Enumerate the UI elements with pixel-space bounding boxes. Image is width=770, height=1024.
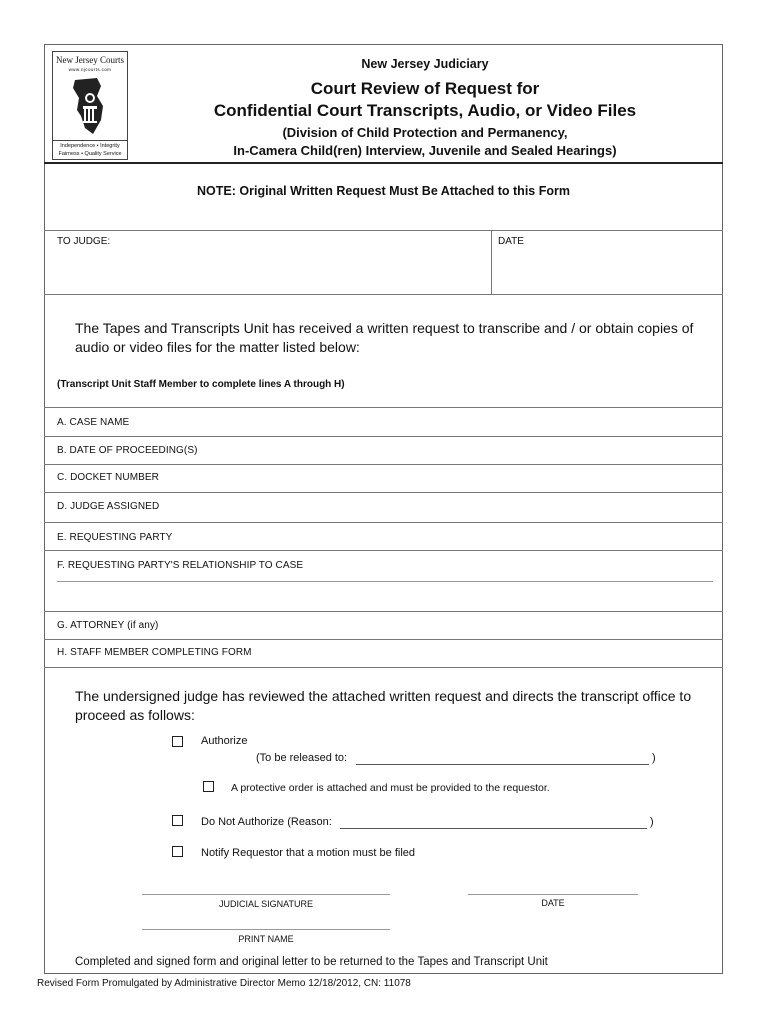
nj-courts-logo [52,51,128,160]
date-of-proceeding-field[interactable] [210,438,720,463]
requesting-party-field[interactable] [180,524,720,548]
judicial-signature-label: JUDICIAL SIGNATURE [218,899,313,909]
signature-date-line[interactable] [468,894,638,895]
staff-member-field[interactable] [260,641,720,665]
divider [491,230,492,294]
form-title-line-2: Confidential Court Transcripts, Audio, or Video Files [213,101,637,120]
form-title-line-1: Court Review of Request for [310,79,540,98]
form-revision-footer: Revised Form Promulgated by Administrative Director Memo 12/18/2012, CN: 11078 [37,978,411,989]
attorney-label: G. ATTORNEY (if any) [57,620,159,631]
to-judge-field[interactable] [57,246,487,292]
divider [44,639,723,640]
divider [57,581,713,582]
protective-order-checkbox[interactable] [203,781,214,792]
authorize-label: Authorize [201,735,248,747]
review-line-1: The undersigned judge has reviewed the attached written request and directs the transcript office to [75,688,692,704]
docket-number-field[interactable] [170,466,720,490]
reason-line[interactable] [340,828,647,829]
date-of-proceeding-label: B. DATE OF PROCEEDING(S) [57,445,198,456]
do-not-authorize-label: Do Not Authorize (Reason: [201,816,332,828]
form-subtitle-line-1: (Division of Child Protection and Permanency, [282,125,568,140]
requesting-party-label: E. REQUESTING PARTY [57,532,173,543]
divider [44,492,723,493]
review-line-2: proceed as follows: [75,707,195,723]
judge-assigned-field[interactable] [170,494,720,520]
notify-requestor-label: Notify Requestor that a motion must be filed [201,847,415,859]
released-to-close: ) [652,752,656,764]
divider [44,407,723,408]
divider [44,667,723,668]
do-not-authorize-checkbox[interactable] [172,815,183,826]
date-label: DATE [498,236,524,247]
logo-motto-2: Fairness • Quality Service [58,151,122,157]
staff-instruction: (Transcript Unit Staff Member to complete lines A through H) [57,379,345,390]
signature-date-label: DATE [541,898,565,908]
divider [44,294,723,295]
case-name-field[interactable] [150,409,720,435]
released-to-label: (To be released to: [256,752,348,764]
to-judge-label: TO JUDGE: [57,236,111,247]
attorney-field[interactable] [165,613,720,637]
intro-line-1: The Tapes and Transcripts Unit has received a written request to transcribe and / or obtain copies of [75,320,694,336]
judge-assigned-label: D. JUDGE ASSIGNED [57,501,160,512]
attachment-note: NOTE: Original Written Request Must Be Attached to this Form [197,184,570,198]
print-name-line[interactable] [142,929,390,930]
notify-requestor-checkbox[interactable] [172,846,183,857]
released-to-line[interactable] [356,764,649,765]
case-name-label: A. CASE NAME [57,417,130,428]
date-field[interactable] [498,246,718,292]
protective-order-label: A protective order is attached and must be provided to the requestor. [231,782,550,794]
logo-name: New Jersey Courts [56,55,124,65]
org-name: New Jersey Judiciary [361,57,489,71]
nj-state-seal-icon [67,76,113,138]
judicial-signature-line[interactable] [142,894,390,895]
docket-number-label: C. DOCKET NUMBER [57,472,159,483]
relationship-to-case-label: F. REQUESTING PARTY'S RELATIONSHIP TO CASE [57,560,304,571]
divider [44,464,723,465]
form-subtitle-line-2: In-Camera Child(ren) Interview, Juvenile and Sealed Hearings) [233,143,617,158]
divider [44,230,723,231]
header-divider [44,162,723,164]
print-name-label: PRINT NAME [238,934,294,944]
logo-motto-1: Independence • Integrity [60,143,120,149]
reason-close: ) [650,816,654,828]
divider [44,611,723,612]
staff-member-label: H. STAFF MEMBER COMPLETING FORM [57,647,252,658]
logo-url: www.njcourts.com [68,67,112,72]
authorize-checkbox[interactable] [172,736,183,747]
return-instruction: Completed and signed form and original letter to be returned to the Tapes and Transcript Unit [75,956,548,968]
divider [44,550,723,551]
divider [44,436,723,437]
intro-line-2: audio or video files for the matter listed below: [75,339,360,355]
divider [44,522,723,523]
